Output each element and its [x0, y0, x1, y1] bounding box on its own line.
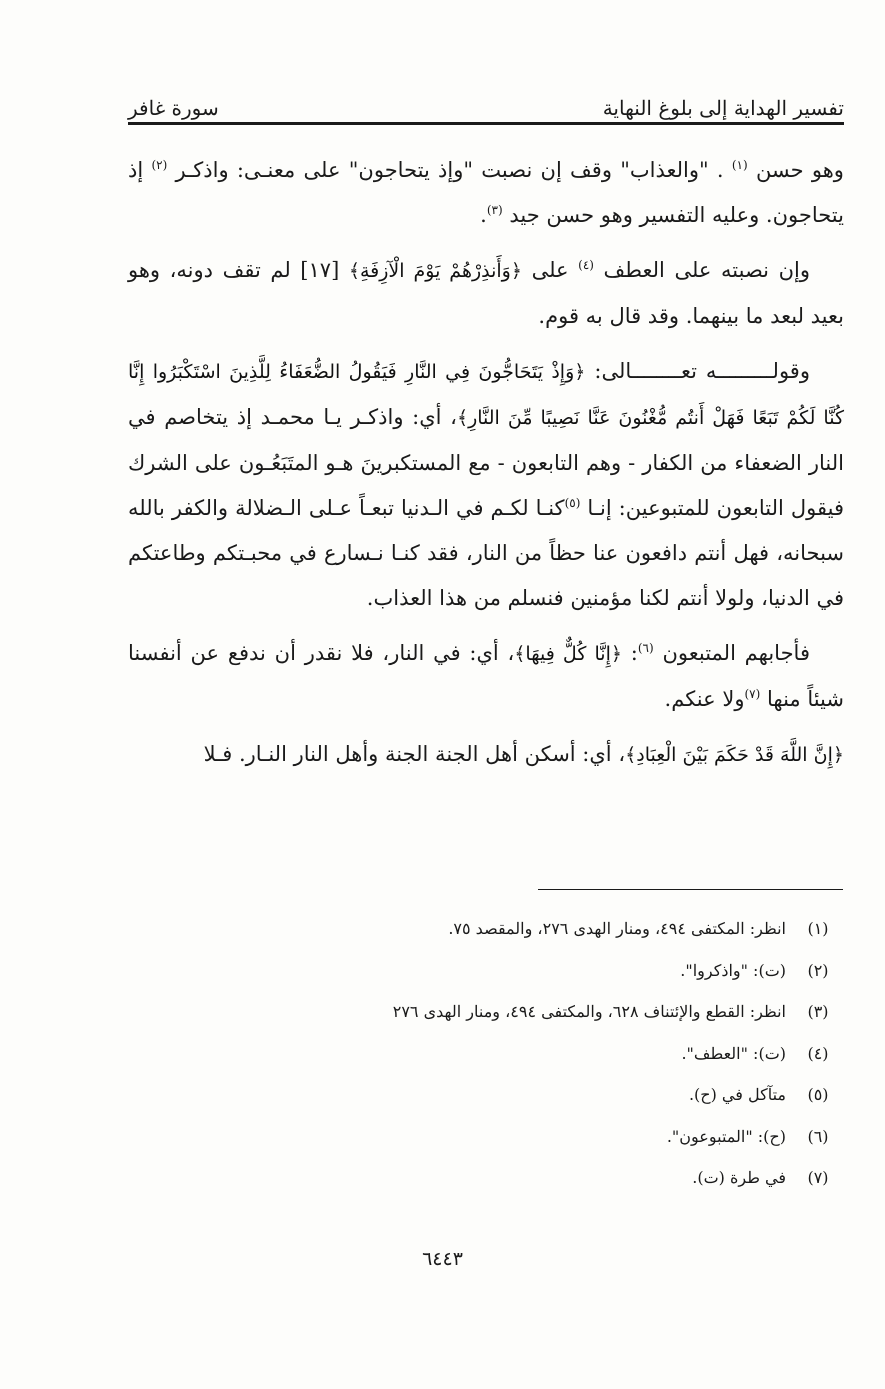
quran-verse: ﴿وَأَنذِرْهُمْ يَوْمَ الْآزِفَةِ﴾ [348, 260, 522, 282]
header-rule [128, 122, 844, 125]
footnote-text: انظر: المكتفى ٤٩٤، ومنار الهدى ٢٧٦، والمقصد ٧٥. [448, 919, 786, 938]
page-number: ٦٤٤٣ [422, 1248, 463, 1270]
footnote-text: انظر: القطع والإئتناف ٦٢٨، والمكتفى ٤٩٤، ومنار الهدى ٢٧٦ [392, 1002, 786, 1021]
footnote-ref-4: (٤) [578, 258, 594, 272]
footnotes [128, 908, 836, 1199]
main-text [128, 148, 844, 788]
footnote [128, 1033, 836, 1075]
quran-verse: ﴿إِنَّا كُلٌّ فِيهَا﴾ [514, 643, 622, 665]
footnote-text: (ت): "العطف". [681, 1043, 786, 1063]
footnote-separator [538, 889, 843, 890]
footnote-ref-1: (١) [731, 158, 748, 172]
footnote [128, 908, 836, 950]
footnote-text: في طرة (ت). [692, 1168, 786, 1187]
footnote-ref-2: (٢) [151, 158, 168, 172]
footnote [128, 950, 836, 992]
footnote-ref-6: (٦) [637, 641, 654, 655]
running-header [128, 86, 844, 120]
footnote-ref-3: (٣) [486, 203, 503, 217]
footnote-number: (٧) [807, 1168, 829, 1187]
footnote [128, 1074, 836, 1116]
quran-verse: ﴿إِنَّ اللَّهَ قَدْ حَكَمَ بَيْنَ الْعِبَادِ﴾ [625, 744, 844, 766]
footnote-ref-7: (٧) [744, 687, 761, 701]
paragraph-3: وقولـــــــــه تعــــــــالى: ﴿وَإِذْ يَتَحَاجُّونَ فِي النَّارِ فَيَقُولُ الضُّعَفَاءُ لِلَّذِينَ اسْتَكْبَرُوا إِنَّا كُنَّا لَكُمْ تَبَعًا فَهَلْ أَنتُم مُّغْنُونَ عَنَّا نَصِيبًا مِّنَ النَّارِ﴾، أي: واذكـر يـا محمـد إذ يتخاصم في النار الضعفاء من الكفار - وهم التابعون - مع المستكبرينَ هـو المتَبَعُـون على الشرك فيقول التابعون للمتبوعين: إنـا $^{(٥)}$كنـا لكـم في الـدنيا تبعـاً عـلى الـضلالة والكفر بالله سبحانه، فهل أنتم دافعون عنا حظاً من النار، فقد كنـا نـسارع في محبـتكم وطاعتكم في الدنيا، ولولا أنتم لكنا مؤمنين فنسلم من هذا العذاب. [128, 359, 844, 610]
surah-name: سورة غافر [128, 96, 219, 120]
footnote-number: (٤) [807, 1043, 829, 1063]
footnote-number: (١) [807, 919, 829, 938]
footnote-text: (ت): "واذكروا". [680, 960, 786, 980]
footnote-number: (٢) [807, 960, 829, 980]
footnote-text: متآكل في (ح). [688, 1085, 786, 1104]
footnote-text: (ح): "المتبوعون". [666, 1126, 786, 1146]
footnote [128, 1157, 836, 1199]
paragraph-1: وهو حسن $^{(١)}$ . "والعذاب" وقف إن نصبت "وإذ يتحاجون" على معنـى: واذكـر $^{(٢)}$ إذ يتحاجون. وعليه التفسير وهو حسن جيد $^{(٣)}$. [128, 158, 844, 227]
paragraph-2: وإن نصبته على العطف $^{(٤)}$ على ﴿وَأَنذِرْهُمْ يَوْمَ الْآزِفَةِ﴾ [١٧] لم تقف دونه، وهو بعيد لبعد ما بينهما. وقد قال به قوم. [128, 258, 844, 328]
book-title: تفسير الهداية إلى بلوغ النهاية [602, 96, 844, 120]
footnote [128, 1116, 836, 1158]
footnote-number: (٦) [807, 1126, 829, 1146]
paragraph-4: فأجابهم المتبعون $^{(٦)}$: ﴿إِنَّا كُلٌّ فِيهَا﴾، أي: في النار، فلا نقدر أن ندفع عن أنفسنا شيئاً منها $^{(٧)}$ولا عنكم. [128, 641, 844, 711]
quran-verse: ﴿وَإِذْ يَتَحَاجُّونَ فِي النَّارِ فَيَقُولُ الضُّعَفَاءُ لِلَّذِينَ اسْتَكْبَرُوا إِنَّا كُنَّا لَكُمْ تَبَعًا فَهَلْ أَنتُم مُّغْنُونَ عَنَّا نَصِيبًا مِّنَ النَّارِ﴾ [128, 361, 844, 429]
footnote [128, 991, 836, 1033]
paragraph-5: ﴿إِنَّ اللَّهَ قَدْ حَكَمَ بَيْنَ الْعِبَادِ﴾، أي: أسكن أهل الجنة الجنة وأهل النار النـار. فـلا [203, 742, 844, 766]
footnote-ref-5: (٥) [564, 496, 581, 510]
footnote-number: (٥) [807, 1085, 829, 1104]
footnote-number: (٣) [807, 1002, 829, 1021]
